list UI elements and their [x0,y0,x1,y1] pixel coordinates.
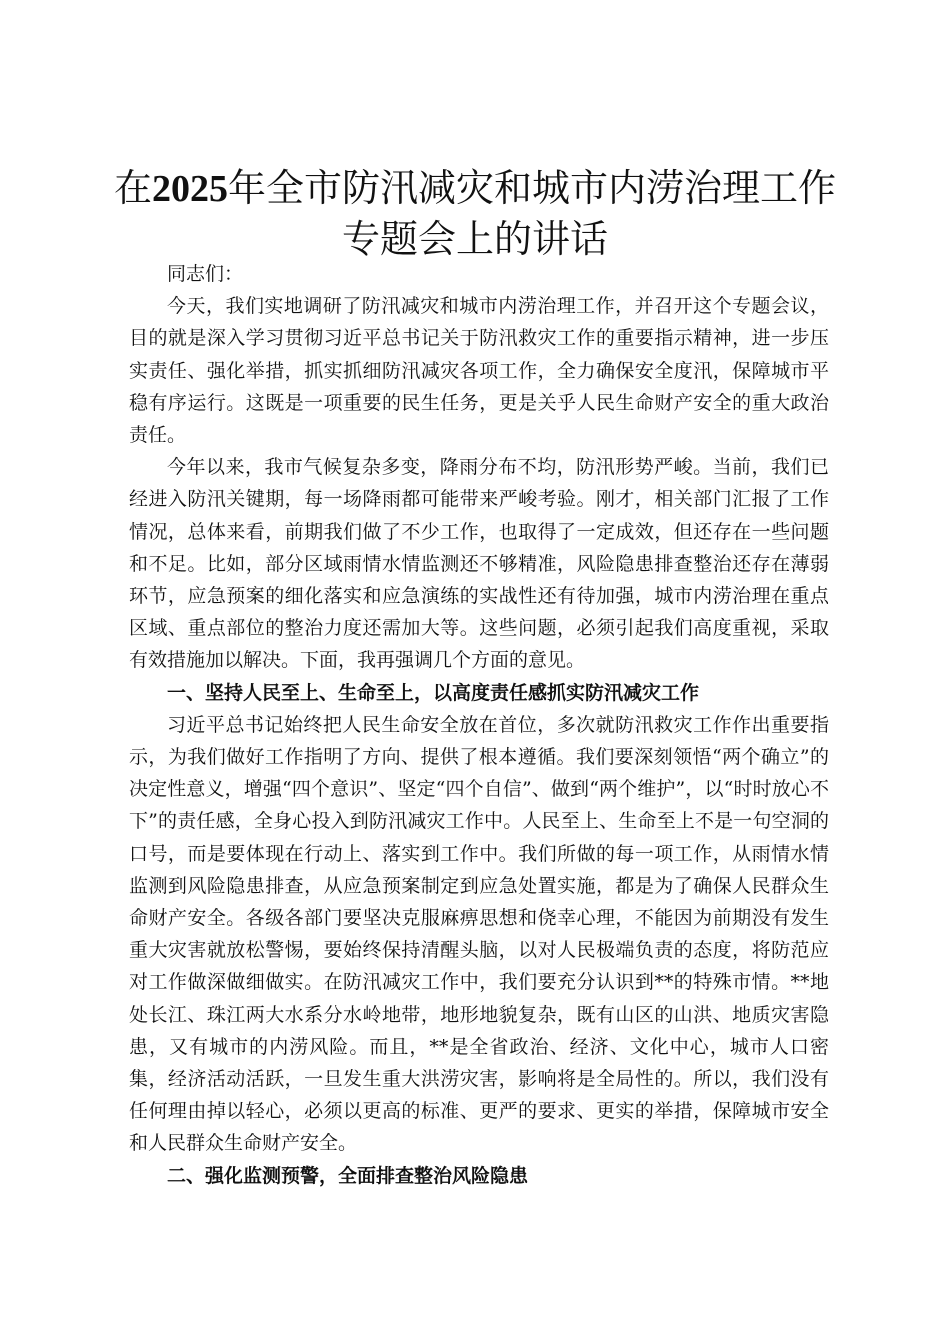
section-heading-1: 一、坚持人民至上、生命至上，以高度责任感抓实防汛减灾工作 [167,681,700,704]
body-paragraph: 今年以来，我市气候复杂多变，降雨分布不均，防汛形势严峻。当前，我们已经进入防汛关键期，每一场降雨都可能带来严峻考验。刚才，相关部门汇报了工作情况，总体来看，前期我们做了不少工作，也取得了一定成效，但还存在一些问题和不足。比如，部分区域雨情水情监测还不够精准，风险隐患排查整治还存在薄弱环节，应急预案的细化落实和应急演练的实战性还有待加强，城市内涝治理在重点区域、重点部位的整治力度还需加大等。这些问题，必须引起我们高度重视，采取有效措施加以解决。下面，我再强调几个方面的意见。 [129,456,829,672]
document-body [129,258,829,1192]
title-suffix: 年全市防汛减灾和城市内涝治理工作 [228,166,837,210]
document-title-line-1 [0,162,950,215]
section-1-paragraph: 习近平总书记始终把人民生命安全放在首位，多次就防汛救灾工作作出重要指示，为我们做好工作指明了方向、提供了根本遵循。我们要深刻领悟“两个确立”的决定性意义，增强“四个意识”、坚定“四个自信”、做到“两个维护”，以“时时放心不下”的责任感，全身心投入到防汛减灾工作中。人民至上、生命至上不是一句空洞的口号，而是要体现在行动上、落实到工作中。我们所做的每一项工作，从雨情水情监测到风险隐患排查，从应急预案制定到应急处置实施，都是为了确保人民群众生命财产安全。各级各部门要坚决克服麻痹思想和侥幸心理，不能因为前期没有发生重大灾害就放松警惕，要始终保持清醒头脑，以对人民极端负责的态度，将防范应对工作做深做细做实。在防汛减灾工作中，我们要充分认识到**的特殊市情。**地处长江、珠江两大水系分水岭地带，地形地貌复杂，既有山区的山洪、地质灾害隐患，又有城市的内涝风险。而且，**是全省政治、经济、文化中心，城市人口密集，经济活动活跃，一旦发生重大洪涝灾害，影响将是全局性的。所以，我们没有任何理由掉以轻心，必须以更高的标准、更严的要求、更实的举措，保障城市安全和人民群众生命财产安全。 [129,713,829,1155]
title-prefix: 在 [113,166,152,210]
document-title-line-2: 专题会上的讲话 [341,217,608,261]
section-heading-2: 二、强化监测预警，全面排查整治风险隐患 [167,1164,529,1187]
title-year: 2025 [152,168,228,210]
body-paragraph: 今天，我们实地调研了防汛减灾和城市内涝治理工作，并召开这个专题会议，目的就是深入学习贯彻习近平总书记关于防汛救灾工作的重要指示精神，进一步压实责任、强化举措，抓实抓细防汛减灾各项工作，全力确保安全度汛，保障城市平稳有序运行。这既是一项重要的民生任务，更是关乎人民生命财产安全的重大政治责任。 [129,295,829,447]
salutation: 同志们： [167,263,244,285]
